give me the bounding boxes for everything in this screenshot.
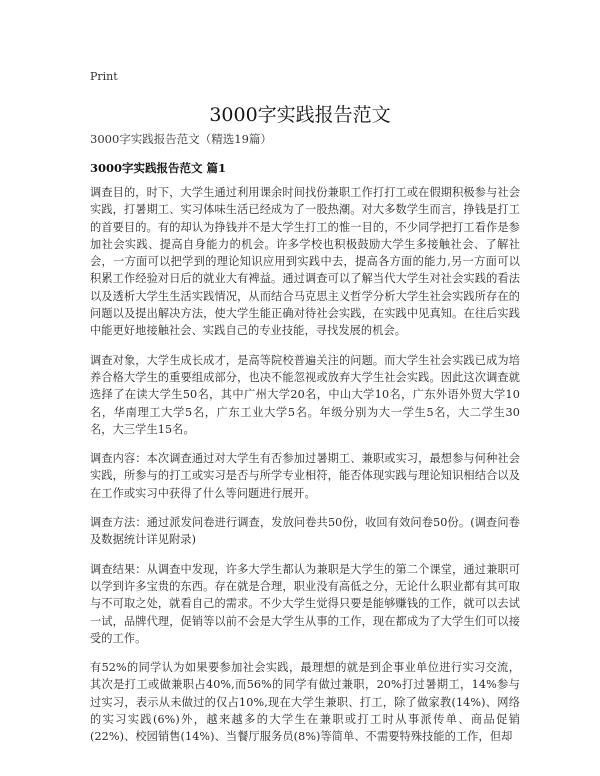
paragraph-statistics: 有52%的同学认为如果要参加社会实践，最理想的就是到企事业单位进行实习交流，其次是打工或做兼职占40%,而56%的同学有做过兼职，20%打过暑期工，14%参与过实习，表示从未做过的仅占10%,现在大学生兼职、打工，除了做家教(14%)、网络的实习实践(6%)外，越来越多的大学生在兼职或打工时从事派传单、商品促销(22%)、校园销售(14%)、当餐厅服务员(8%)等简单、不需要特殊技能的工作，但却 (90, 661, 520, 744)
document-body (90, 184, 520, 758)
print-link[interactable]: Print (90, 70, 118, 83)
document-subtitle: 3000字实践报告范文（精选19篇） (90, 132, 272, 146)
paragraph-purpose: 调查目的，时下，大学生通过利用课余时间找份兼职工作打打工或在假期积极参与社会实践，打暑期工、实习体味生活已经成为了一股热潮。对大多数学生而言，挣钱是打工的首要目的。有的却认为挣钱并不是大学生打工的惟一目的，不少同学把打工看作是参加社会实践、提高自身能力的机会。许多学校也积极鼓励大学生多接触社会、了解社会，一方面可以把学到的理论知识应用到实践中去，提高各方面的能力,另一方面可以积累工作经验对日后的就业大有裨益。通过调查可以了解当代大学生对社会实践的看法以及透析大学生生活实践情况，从而结合马克思主义哲学分析大学生社会实践所存在的问题以及提出解决方法，使大学生能正确对待社会实践，在实践中见真知。在往后实践中能更好地接触社会、实践自己的专业技能，寻找发展的机会。 (90, 186, 520, 338)
paragraph-results: 调查结果：从调查中发现，许多大学生都认为兼职是大学生的第二个课堂，通过兼职可以学到许多宝贵的东西。存在就是合理，职业没有高低之分，无论什么职业都有其可取与不可取之处，就看自己的需求。不少大学生觉得只要是能够赚钱的工作，就可以去试一试，品牌代理，促销等以前不会是大学生从事的工作，现在都成为了大学生们可以接受的工作。 (90, 562, 520, 645)
paragraph-method: 调查方法：通过派发问卷进行调查，发放问卷共50份，收回有效问卷50份。(调查问卷及数据统计详见附录) (90, 516, 520, 547)
page-title: 3000字实践报告范文 (209, 104, 391, 126)
section-heading: 3000字实践报告范文 篇1 (90, 161, 227, 175)
paragraph-content: 调查内容：本次调查通过对大学生有否参加过暑期工、兼职或实习，最想参与何种社会实践，所参与的打工或实习是否与所学专业相符，能否体现实践与理论知识相结合以及在工作或实习中获得了什么等问题进行展开。 (90, 452, 520, 500)
paragraph-subjects: 调查对象，大学生成长成才，是高等院校普遍关注的问题。而大学生社会实践已成为培养合格大学生的重要组成部分，也决不能忽视或放弃大学生社会实践。因此这次调查就选择了在读大学生50名，其中广州大学20名，中山大学10名，广东外语外贸大学10名，华南理工大学5名，广东工业大学5名。年级分别为大一学生5名，大二学生30名，大三学生15名。 (90, 353, 520, 436)
